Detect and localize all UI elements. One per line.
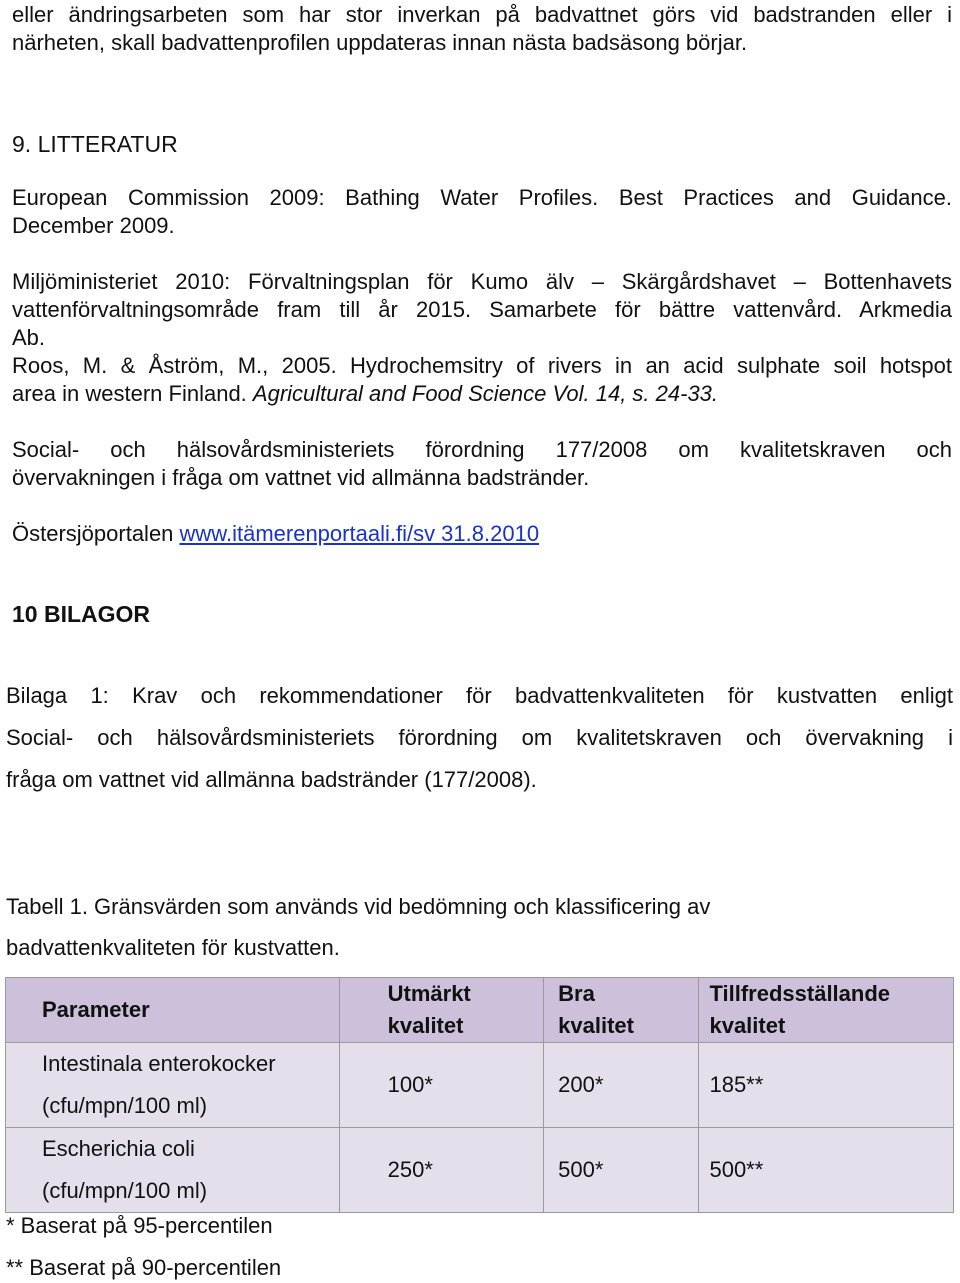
- table-caption-line-1: Tabell 1. Gränsvärden som används vid bedömning och klassificering av: [6, 894, 711, 919]
- header-good: [544, 978, 699, 1043]
- row-2-sufficient: 500**: [699, 1128, 954, 1213]
- row-1-parameter: [6, 1043, 340, 1128]
- header-excellent-line-2: kvalitet: [387, 1013, 464, 1038]
- row-1-good: 200*: [544, 1043, 699, 1128]
- header-sufficient-line-1: Tillfredsställande: [709, 981, 891, 1006]
- reference-2-line-3: Ab.: [12, 325, 46, 350]
- reference-3-line-1: Roos, M. & Åström, M., 2005. Hydrochemsitry of rivers in an acid sulphate soil hotspot: [12, 353, 952, 378]
- row-2-parameter: [6, 1128, 340, 1213]
- reference-2-line-1: Miljöministeriet 2010: Förvaltningsplan för Kumo älv – Skärgårdshavet – Bottenhavets: [12, 269, 952, 294]
- row-1-sufficient: 185**: [699, 1043, 954, 1128]
- appendix-line-2: Social- och hälsovårdsministeriets förordning om kvalitetskraven och övervakning i: [6, 725, 953, 750]
- row-2-parameter-unit: (cfu/mpn/100 ml): [42, 1178, 208, 1203]
- header-excellent-line-1: Utmärkt: [387, 981, 471, 1006]
- reference-1-line-2: December 2009.: [12, 213, 175, 238]
- row-2-parameter-name: Escherichia coli: [42, 1136, 195, 1161]
- header-excellent: [339, 978, 544, 1043]
- row-1-parameter-unit: (cfu/mpn/100 ml): [42, 1093, 208, 1118]
- limit-values-table: [5, 977, 954, 1213]
- footnote-90: ** Baserat på 90-percentilen: [6, 1255, 282, 1280]
- ostersjoportalen-link[interactable]: www.itämerenportaali.fi/sv 31.8.2010: [179, 521, 540, 546]
- reference-5-prefix: Östersjöportalen: [12, 521, 180, 546]
- appendix-line-3: fråga om vattnet vid allmänna badstränder (177/2008).: [6, 767, 537, 792]
- reference-3-text: area in western Finland.: [12, 381, 253, 406]
- row-1-parameter-name: Intestinala enterokocker: [42, 1051, 276, 1076]
- header-good-line-2: kvalitet: [558, 1013, 634, 1038]
- intro-line-1: eller ändringsarbeten som har stor inverkan på badvattnet görs vid badstranden eller i: [12, 2, 952, 27]
- appendix-line-1: Bilaga 1: Krav och rekommendationer för badvattenkvaliteten för kustvatten enligt: [6, 683, 953, 708]
- header-sufficient: [699, 978, 954, 1043]
- header-good-line-1: Bra: [558, 981, 595, 1006]
- reference-4-line-1: Social- och hälsovårdsministeriets förordning 177/2008 om kvalitetskraven och: [12, 437, 952, 462]
- reference-3-journal: Agricultural and Food Science Vol. 14, s. 24-33.: [252, 381, 719, 406]
- intro-line-2: närheten, skall badvattenprofilen uppdateras innan nästa badsäsong börjar.: [12, 30, 748, 55]
- row-2-good: 500*: [544, 1128, 699, 1213]
- reference-1-line-1: European Commission 2009: Bathing Water Profiles. Best Practices and Guidance.: [12, 185, 952, 210]
- reference-3-line-2: [12, 380, 718, 408]
- table-row: [6, 1128, 954, 1213]
- appendix-heading: 10 BILAGOR: [12, 601, 151, 627]
- table-caption-line-2: badvattenkvaliteten för kustvatten.: [6, 935, 340, 960]
- row-2-excellent: 250*: [339, 1128, 544, 1213]
- table-header-row: [6, 978, 954, 1043]
- literature-heading: 9. LITTERATUR: [12, 131, 178, 157]
- reference-2-line-2: vattenförvaltningsområde fram till år 2015. Samarbete för bättre vattenvård. Arkmedia: [12, 297, 952, 322]
- header-parameter: Parameter: [6, 978, 340, 1043]
- footnote-95: * Baserat på 95-percentilen: [6, 1213, 273, 1238]
- reference-4-line-2: övervakningen i fråga om vattnet vid allmänna badstränder.: [12, 465, 590, 490]
- row-1-excellent: 100*: [339, 1043, 544, 1128]
- table-row: [6, 1043, 954, 1128]
- header-sufficient-line-2: kvalitet: [709, 1013, 786, 1038]
- reference-5: [12, 520, 539, 548]
